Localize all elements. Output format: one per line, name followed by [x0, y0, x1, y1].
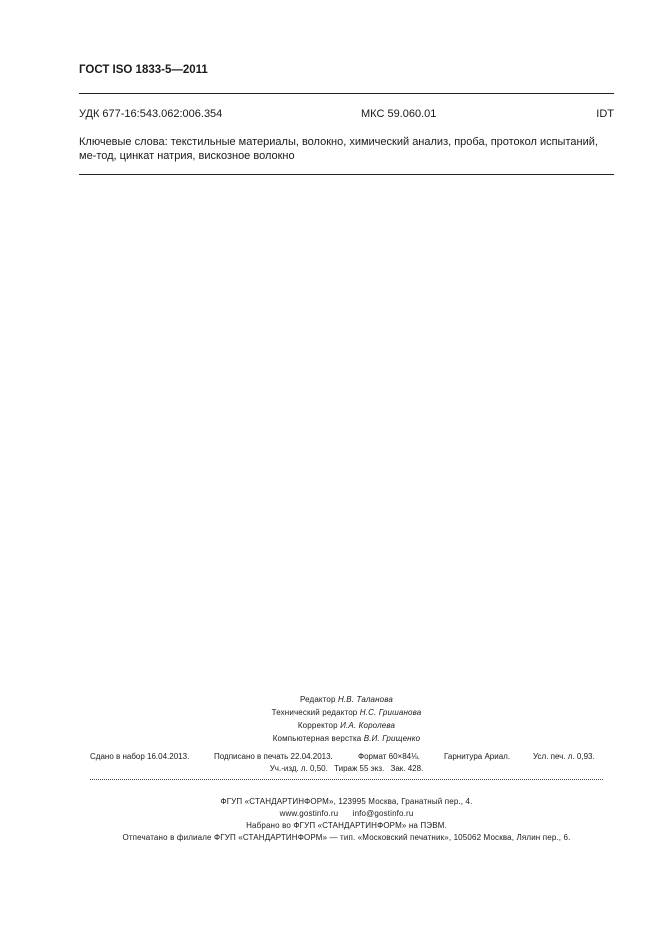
udk-code: УДК 677-16:543.062:006.354 — [79, 108, 223, 120]
mks-code: МКС 59.060.01 — [361, 108, 437, 120]
credit-layout — [0, 732, 661, 745]
credit-tech-editor — [0, 706, 661, 719]
credit-person: Н.С. Гришанова — [359, 708, 422, 717]
keywords-text: Ключевые слова: текстильные материалы, волокно, химический анализ, проба, протокол испытаний, ме-тод, цинкат натрия, вискозное волокно — [79, 136, 598, 162]
print-format: Формат 60×84⅛. — [358, 752, 421, 761]
credit-role: Технический редактор — [271, 708, 358, 717]
typeset-note: Набрано во ФГУП «СТАНДАРТИНФОРМ» на ПЭВМ. — [246, 821, 447, 830]
credit-role: Корректор — [297, 721, 338, 730]
typeface: Гарнитура Ариал. — [444, 752, 511, 761]
dotted-divider — [90, 779, 603, 780]
credit-person: Н.В. Таланова — [337, 695, 394, 704]
idt-label: IDT — [596, 108, 614, 120]
print-info-line-2 — [0, 764, 661, 773]
publisher-website[interactable]: www.gostinfo.ru — [279, 809, 339, 818]
printed-note: Отпечатано в филиале ФГУП «СТАНДАРТИНФОРМ» — тип. «Московский печатник», 105062 Москва, Лялин пер., 6. — [122, 833, 571, 842]
publisher-block — [0, 796, 661, 844]
header-divider — [79, 93, 614, 94]
credit-corrector — [0, 719, 661, 732]
keywords-divider — [79, 174, 614, 175]
order-number: Зак. 428. — [390, 764, 424, 773]
credit-editor — [0, 693, 661, 706]
circulation: Тираж 55 экз. — [334, 764, 385, 773]
submitted-date: Сдано в набор 16.04.2013. — [90, 752, 190, 761]
usl-pech: Усл. печ. л. 0,93. — [533, 752, 595, 761]
credit-person: В.И. Грищенко — [363, 734, 421, 743]
credit-role: Редактор — [299, 695, 336, 704]
print-info-line — [90, 752, 605, 763]
publisher-email[interactable]: info@gostinfo.ru — [352, 809, 414, 818]
publisher-address: ФГУП «СТАНДАРТИНФОРМ», 123995 Москва, Гранатный пер., 4. — [220, 797, 473, 806]
signed-date: Подписано в печать 22.04.2013. — [214, 752, 333, 761]
classification-row — [79, 108, 614, 122]
uch-izd: Уч.-изд. л. 0,50. — [269, 764, 328, 773]
publisher-contacts — [0, 808, 661, 820]
credit-role: Компьютерная верстка — [272, 734, 362, 743]
credit-person: И.А. Королева — [340, 721, 396, 730]
credits-block — [0, 693, 661, 745]
standard-title: ГОСТ ISO 1833-5—2011 — [79, 64, 208, 76]
